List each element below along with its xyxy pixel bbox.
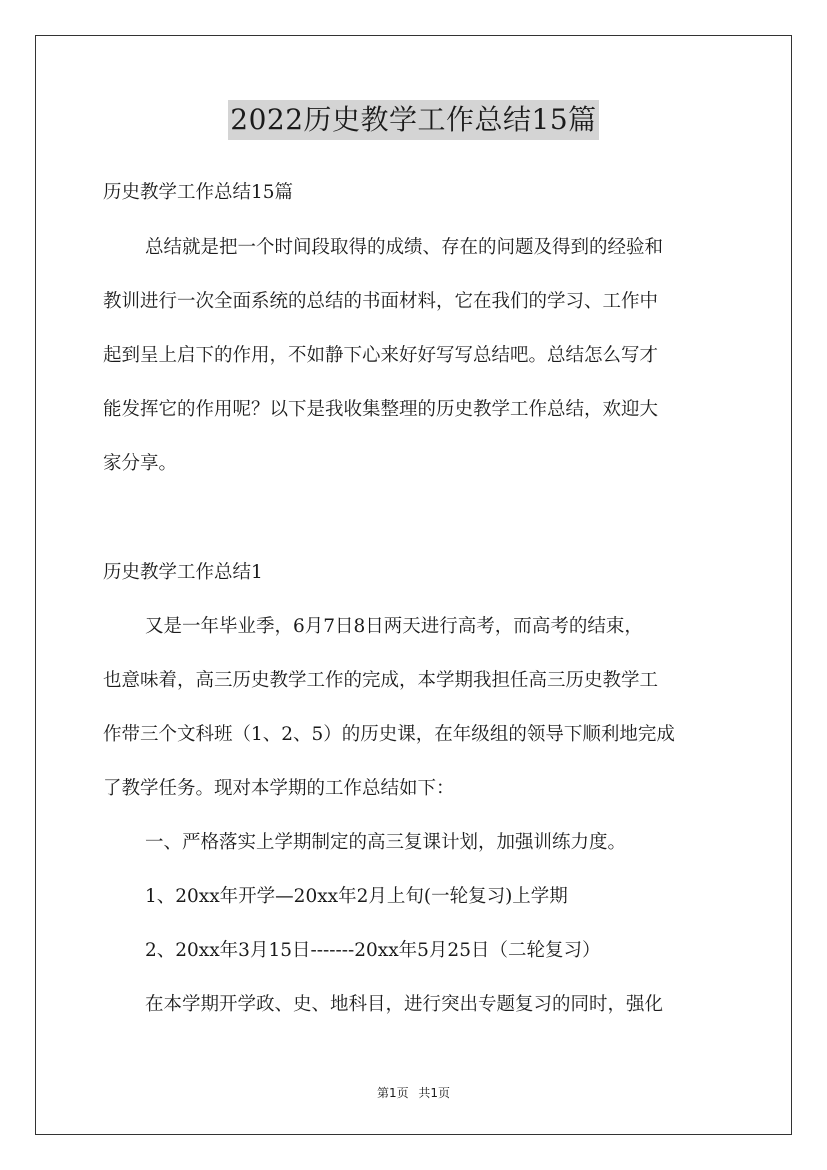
body-line-8: 在本学期开学政、史、地科目，进行突出专题复习的同时，强化 [145, 994, 664, 1015]
document-title: 2022历史教学工作总结15篇 [228, 100, 598, 140]
body-line-2: 也意味着，高三历史教学工作的完成，本学期我担任高三历史教学工 [103, 670, 659, 691]
page-footer [0, 1084, 827, 1101]
body-line-5: 一、严格落实上学期制定的高三复课计划，加强训练力度。 [145, 832, 627, 853]
section-heading: 历史教学工作总结1 [103, 562, 263, 583]
body-line-6: 1、20xx年开学—20xx年2月上旬(一轮复习)上学期 [145, 886, 568, 907]
page-number: 第1页 [376, 1086, 409, 1100]
body-line-4: 了教学任务。现对本学期的工作总结如下： [103, 778, 455, 799]
body-line-7: 2、20xx年3月15日-------20xx年5月25日（二轮复习） [145, 940, 601, 961]
intro-line-4: 能发挥它的作用呢？以下是我收集整理的历史教学工作总结，欢迎大 [103, 399, 659, 420]
intro-line-1: 总结就是把一个时间段取得的成绩、存在的问题及得到的经验和 [145, 237, 664, 258]
intro-line-3: 起到呈上启下的作用，不如静下心来好好写写总结吧。总结怎么写才 [103, 345, 659, 366]
title-container [0, 100, 827, 140]
intro-line-5: 家分享。 [103, 453, 178, 474]
page-total: 共1页 [418, 1086, 451, 1100]
subtitle: 历史教学工作总结15篇 [103, 182, 294, 203]
body-line-1: 又是一年毕业季，6月7日8日两天进行高考，而高考的结束， [145, 616, 643, 637]
body-line-3: 作带三个文科班（1、2、5）的历史课，在年级组的领导下顺利地完成 [103, 724, 675, 745]
intro-line-2: 教训进行一次全面系统的总结的书面材料，它在我们的学习、工作中 [103, 291, 659, 312]
